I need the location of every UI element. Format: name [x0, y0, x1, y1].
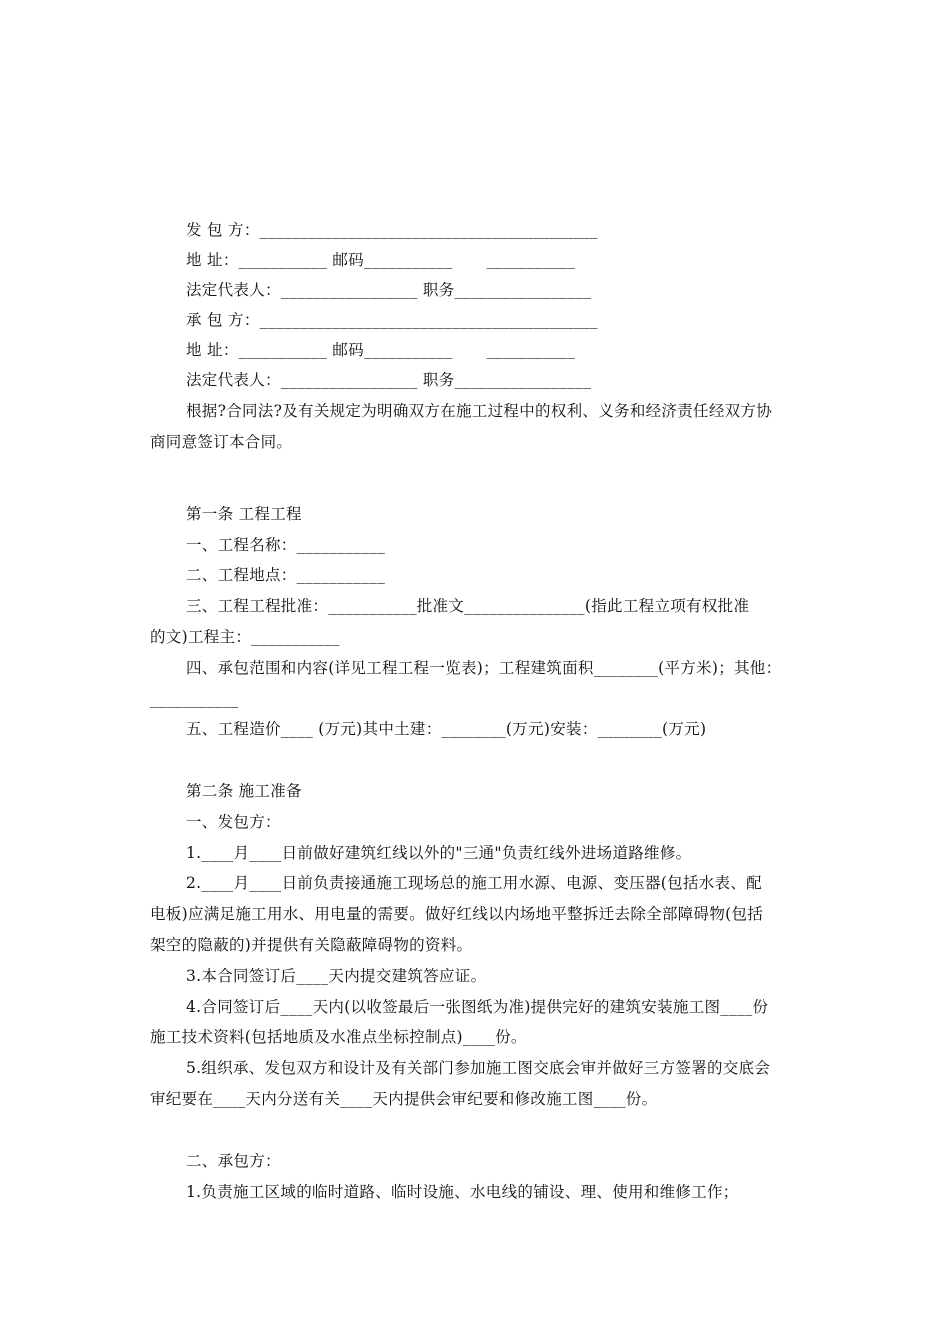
article1-item4-line1: 四、承包范围和内容(详见工程工程一览表)；工程建筑面积________(平方米)；其他：	[186, 659, 782, 677]
employer-duty-2-line1: 2.____月____日前负责接通施工现场总的施工用水源、电源、变压器(包括水表、配	[186, 874, 762, 892]
preamble-line-2: 商同意签订本合同。	[150, 433, 293, 451]
employer-duty-5-line1: 5.组织承、发包双方和设计及有关部门参加施工图交底会审并做好三方签署的交底会	[186, 1059, 771, 1077]
employer-duty-4-line1: 4.合同签订后____天内(以收签最后一张图纸为准)提供完好的建筑安装施工图____份	[186, 998, 769, 1016]
address-blank: ___________	[238, 251, 328, 269]
article1-item3-line1: 三、工程工程批准：___________批准文_______________(指此工程立项有权批准	[186, 597, 750, 615]
employer-address-row	[186, 245, 816, 275]
address-blank: ___________	[238, 341, 328, 359]
legal-rep-blank: _________________	[280, 371, 418, 389]
employer-duty-2-line3: 架空的隐蔽的)并提供有关隐蔽障碍物的资料。	[150, 936, 473, 954]
employer-duty-1: 1.____月____日前做好建筑红线以外的"三通"负责红线外进场道路维修。	[186, 844, 692, 862]
article1-item3-line2: 的文)工程主：___________	[150, 628, 340, 646]
address-label: 地 址：	[186, 251, 239, 269]
employer-duty-2-line2: 电板)应满足施工用水、用电量的需要。做好红线以内场地平整拆迁去除全部障碍物(包括	[150, 905, 764, 923]
position-blank: _________________	[454, 281, 592, 299]
article1-heading: 第一条 工程工程	[186, 505, 302, 523]
legal-rep-blank: _________________	[280, 281, 418, 299]
contractor-address-row	[186, 335, 816, 365]
employer-label: 发 包 方：	[186, 221, 260, 239]
address-label: 地 址：	[186, 341, 239, 359]
article2-heading: 第二条 施工准备	[186, 782, 302, 800]
legal-rep-label: 法定代表人：	[186, 281, 281, 299]
article1-item1: 一、工程名称：___________	[186, 536, 386, 554]
contractor-label: 承 包 方：	[186, 311, 260, 329]
position-label: 职务	[417, 371, 455, 389]
legal-rep-label: 法定代表人：	[186, 371, 281, 389]
contractor-blank: __________________________________________	[259, 311, 598, 329]
postcode-blank: ___________	[364, 341, 453, 359]
article1-item5: 五、工程造价____ (万元)其中土建：________(万元)安装：________(万元)	[186, 720, 707, 738]
employer-blank: __________________________________________	[259, 221, 598, 239]
article1-item2: 二、工程地点：___________	[186, 566, 386, 584]
extra-blank: ___________	[486, 251, 576, 269]
contractor-legal-row	[186, 365, 816, 395]
postcode-label: 邮码	[327, 341, 365, 359]
contractor-duties-heading: 二、承包方：	[186, 1152, 281, 1170]
article1-item4-line2: ___________	[150, 690, 239, 708]
employer-duty-5-line2: 审纪要在____天内分送有关____天内提供会审纪要和修改施工图____份。	[150, 1090, 658, 1108]
contractor-duty-1: 1.负责施工区域的临时道路、临时设施、水电线的铺设、理、使用和维修工作；	[186, 1183, 739, 1201]
employer-legal-row	[186, 275, 816, 305]
position-label: 职务	[417, 281, 455, 299]
postcode-label: 邮码	[327, 251, 365, 269]
employer-row	[186, 215, 816, 245]
extra-blank: ___________	[486, 341, 576, 359]
employer-duty-3: 3.本合同签订后____天内提交建筑答应证。	[186, 967, 487, 985]
contractor-row	[186, 305, 816, 335]
postcode-blank: ___________	[364, 251, 453, 269]
employer-duty-4-line2: 施工技术资料(包括地质及水准点坐标控制点)____份。	[150, 1028, 527, 1046]
position-blank: _________________	[454, 371, 592, 389]
preamble-line-1: 根据?合同法?及有关规定为明确双方在施工过程中的权利、义务和经济责任经双方协	[186, 402, 773, 420]
employer-duties-heading: 一、发包方：	[186, 813, 281, 831]
